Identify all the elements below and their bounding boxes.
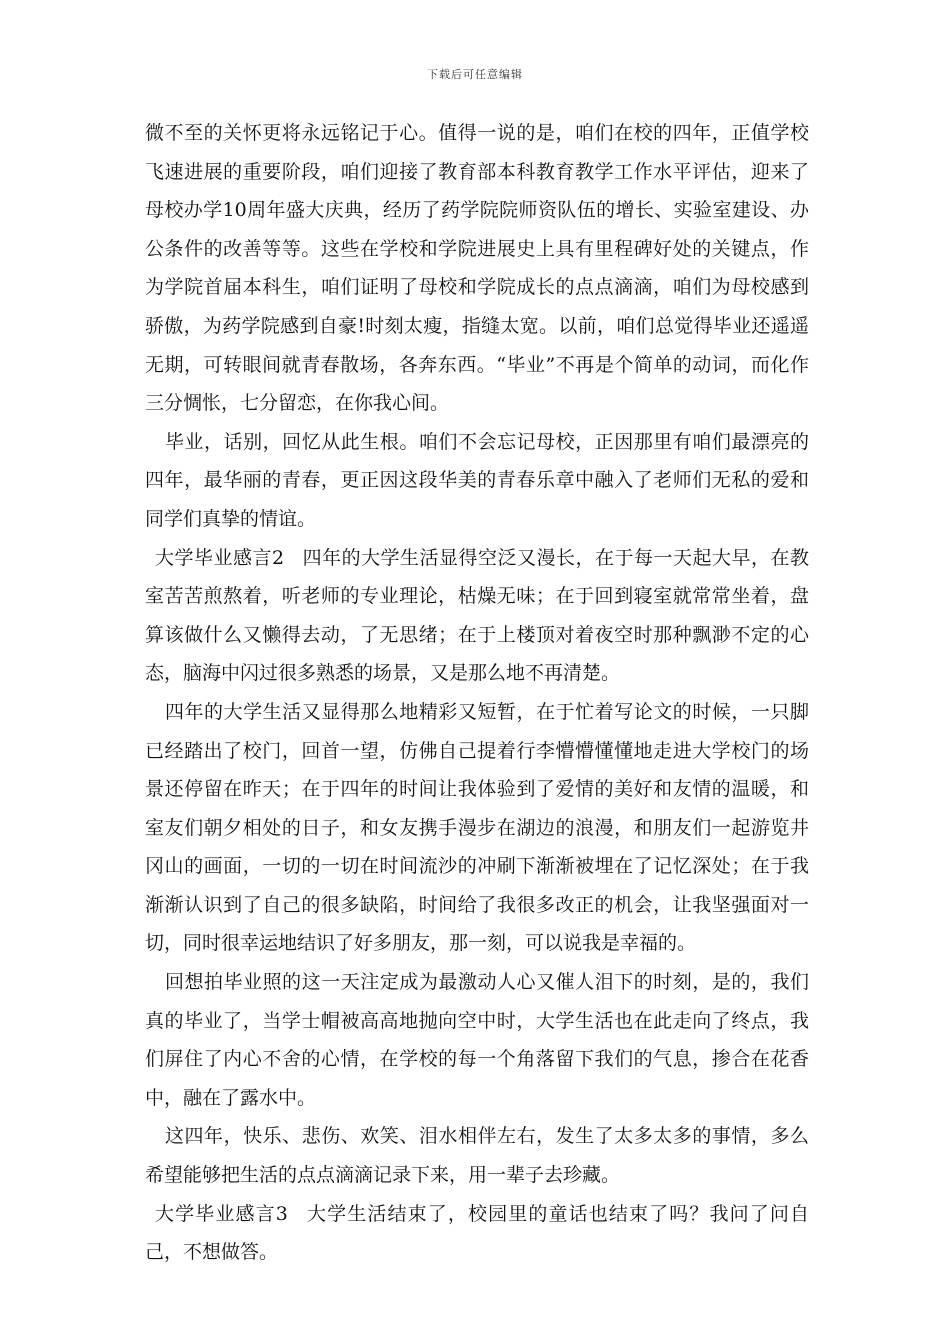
paragraph-7 [145, 1195, 809, 1272]
paragraph-5: 回想拍毕业照的这一天注定成为最激动人心又催人泪下的时刻，是的，我们真的毕业了，当学士帽被高高地抛向空中时，大学生活也在此走向了终点，我们屏住了内心不舍的心情，在学校的每一个角落留下我们的气息，掺合在花香中，融在了露水中。 [145, 971, 809, 1109]
paragraph-4: 四年的大学生活又显得那么地精彩又短暂，在于忙着写论文的时候，一只脚已经踏出了校门，回首一望，仿佛自己提着行李懵懵懂懂地走进大学校门的场景还停留在昨天；在于四年的时间让我体验到了爱情的美好和友情的温暖，和室友们朝夕相处的日子，和女友携手漫步在湖边的浪漫，和朋友们一起游览井冈山的画面，一切的一切在时间流沙的冲刷下渐渐被埋在了记忆深处；在于我渐渐认识到了自己的很多缺陷，时间给了我很多改正的机会，让我坚强面对一切，同时很幸运地结识了好多朋友，那一刻，可以说我是幸福的。 [145, 700, 809, 955]
paragraph-1: 微不至的关怀更将永远铭记于心。值得一说的是，咱们在校的四年，正值学校飞速进展的重要阶段，咱们迎接了教育部本科教育教学工作水平评估，迎来了母校办学10周年盛大庆典，经历了药学院院师资队伍的增长、实验室建设、办公条件的改善等等。这些在学校和学院进展史上具有里程碑好处的关键点，作为学院首届本科生，咱们证明了母校和学院成长的点点滴滴，咱们为母校感到骄傲，为药学院感到自豪!时刻太瘦，指缝太宽。以前，咱们总觉得毕业还遥遥无期，可转眼间就青春散场，各奔东西。“毕业”不再是个简单的动词，而化作三分惆怅，七分留恋，在你我心间。 [145, 122, 809, 415]
section-heading-3: 大学毕业感言3 [155, 1202, 288, 1225]
paragraph-7-text: 大学生活结束了，校园里的童话也结束了吗？我问了问自己，不想做答。 [145, 1202, 809, 1264]
page-header-note: 下载后可任意编辑 [427, 68, 523, 81]
paragraph-6: 这四年，快乐、悲伤、欢笑、泪水相伴左右，发生了太多太多的事情，多么希望能够把生活的点点滴滴记录下来，用一辈子去珍藏。 [145, 1125, 809, 1187]
document-body [145, 114, 809, 1272]
paragraph-3 [145, 539, 809, 693]
section-heading-2: 大学毕业感言2 [155, 546, 285, 569]
paragraph-3-text: 四年的大学生活显得空泛又漫长，在于每一天起大早，在教室苦苦煎熬着，听老师的专业理论，枯燥无味；在于回到寝室就常常坐着，盘算该做什么又懒得去动，了无思绪；在于上楼顶对着夜空时那种飘渺不定的心态，脑海中闪过很多熟悉的场景，又是那么地不再清楚。 [145, 546, 809, 685]
paragraph-2: 毕业，话别，回忆从此生根。咱们不会忘记母校，正因那里有咱们最漂亮的四年，最华丽的青春，更正因这段华美的青春乐章中融入了老师们无私的爱和同学们真挚的情谊。 [145, 430, 809, 530]
